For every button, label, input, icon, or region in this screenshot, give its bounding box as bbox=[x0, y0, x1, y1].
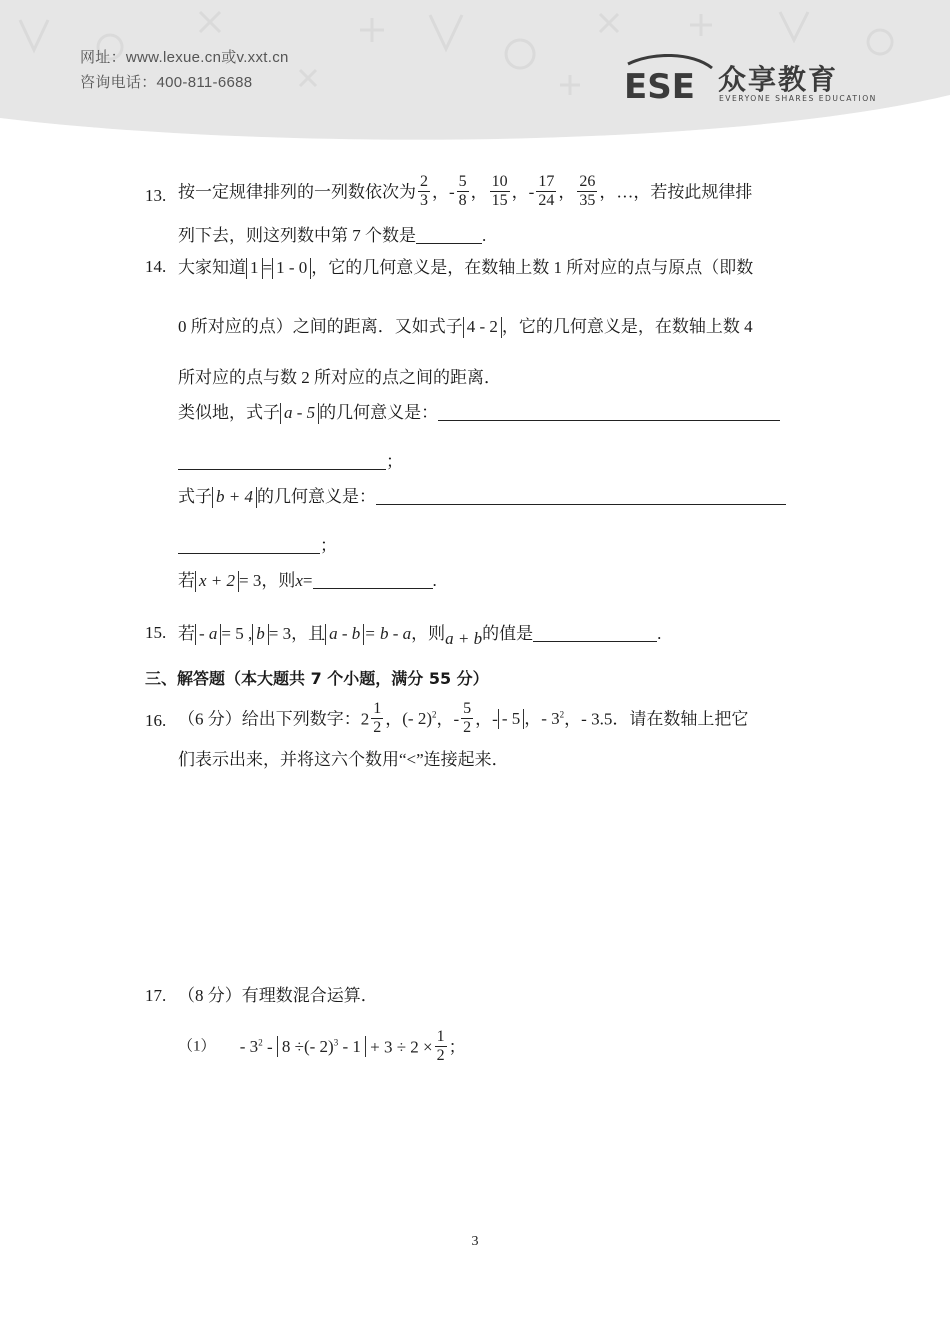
q13-continuation: ，…，若按此规律排 bbox=[599, 182, 753, 202]
fraction: $\frac{5}{8}$ bbox=[458, 173, 467, 210]
page-header bbox=[0, 0, 950, 150]
fraction: $\frac{1}{2}$ bbox=[373, 700, 382, 737]
absolute-value: 4 - 2 bbox=[463, 317, 502, 338]
q17-part-1: $(1) - 3^2 - 8$ ÷(- 2)$^3$ - 1 + 3 ÷ 2 × $\frac{1}{2}$ ； bbox=[178, 1028, 466, 1065]
page-number: 3 bbox=[471, 1234, 479, 1249]
q14-line-3: 所对应的点与数 2 所对应的点之间的距离． bbox=[178, 368, 501, 387]
absolute-value: 1 bbox=[246, 258, 263, 279]
question-number: 14. bbox=[145, 257, 167, 276]
absolute-value: b + 4 bbox=[212, 487, 257, 508]
answer-blank[interactable] bbox=[376, 488, 786, 505]
question-number: 15. bbox=[145, 623, 167, 642]
q17-title: （8 分）有理数混合运算． bbox=[178, 986, 378, 1005]
q14-line-8: 若 x + 2 = 3，则x= . bbox=[178, 571, 437, 590]
absolute-value: x + 2 bbox=[195, 571, 239, 592]
absolute-value: 1 - 0 bbox=[272, 258, 311, 279]
svg-text:ESE: ESE bbox=[624, 67, 695, 106]
answer-blank[interactable] bbox=[416, 227, 482, 244]
fraction: $\frac{17}{24}$ bbox=[538, 173, 555, 210]
logo-english-name: EVERYONE SHARES EDUCATION bbox=[719, 94, 877, 103]
q14-line-2: 0 所对应的点）之间的距离．又如式子 4 - 2 ，它的几何意义是，在数轴上数 4 bbox=[178, 317, 753, 336]
q14-line-5: ； bbox=[178, 453, 403, 470]
fraction: $\frac{1}{2}$ bbox=[436, 1028, 445, 1065]
answer-blank[interactable] bbox=[178, 537, 320, 554]
phone-text: 咨询电话：400-811-6688 bbox=[80, 74, 253, 91]
q14-line-7: ； bbox=[178, 537, 337, 554]
question-number: 17. bbox=[145, 986, 167, 1005]
website-text: 网址：www.lexue.cn或v.xxt.cn bbox=[80, 49, 289, 66]
section-heading: 三、解答题（本大题共 7 个小题，满分 55 分） bbox=[145, 669, 489, 688]
absolute-value: - a bbox=[195, 624, 221, 645]
answer-blank[interactable] bbox=[533, 625, 657, 642]
fraction: $\frac{26}{35}$ bbox=[579, 173, 596, 210]
fraction: $\frac{2}{3}$ bbox=[420, 173, 428, 210]
fraction: $\frac{5}{2}$ bbox=[463, 700, 472, 737]
absolute-value: a - b bbox=[325, 624, 364, 645]
answer-blank[interactable] bbox=[438, 404, 780, 421]
fraction: $\frac{10}{15}$ bbox=[491, 173, 508, 210]
answer-blank[interactable] bbox=[178, 453, 386, 470]
logo-chinese-name: 众享教育 bbox=[718, 63, 839, 96]
question-number: 16. bbox=[145, 711, 167, 730]
absolute-value: a - 5 bbox=[280, 403, 319, 424]
q16-line-2: 们表示出来，并将这六个数用“<”连接起来． bbox=[178, 750, 509, 769]
ese-logo-mark bbox=[622, 54, 714, 106]
absolute-value: - 5 bbox=[498, 709, 524, 730]
q13-line-2: 列下去，则这列数中第 7 个数是 . bbox=[178, 226, 487, 245]
q14-line-4: 类似地，式子 a - 5 的几何意义是： bbox=[178, 403, 780, 424]
ese-logo bbox=[622, 54, 877, 106]
answer-blank[interactable] bbox=[313, 572, 433, 589]
q14-line-6: 式子 b + 4 的几何意义是： bbox=[178, 487, 786, 508]
absolute-value: b bbox=[252, 624, 269, 645]
question-number: 13. bbox=[145, 186, 167, 205]
q13-intro: 按一定规律排列的一列数依次为 bbox=[178, 182, 416, 202]
bracket-expression: 8 ÷(- 2)$^3$ - 1 bbox=[277, 1036, 366, 1057]
